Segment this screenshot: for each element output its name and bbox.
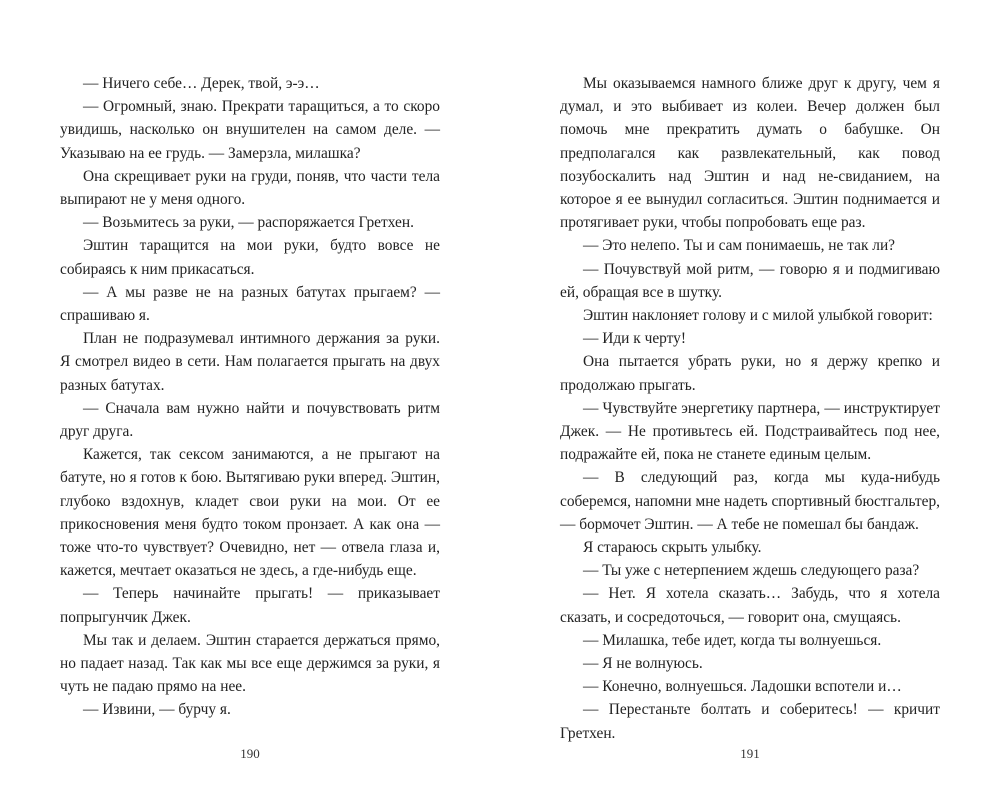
paragraph: — Ты уже с нетерпением ждешь следующего раза?: [583, 562, 920, 580]
paragraph: — Перестаньте болтать и соберитесь! — кричит Гретхен.: [560, 701, 940, 742]
paragraph: Мы оказываемся намного ближе друг к другу, чем я думал, и это выбивает из колеи. Вечер должен был помочь мне прекратить думать о бабушке. Он предполагался как развлекательный, как повод позубоскалить над Эштин и над не-свиданием, на которое я ее вынудил согласиться. Эштин поднимается и протягивает руки, чтобы попробовать еще раз.: [560, 75, 940, 232]
paragraph: Я стараюсь скрыть улыбку.: [583, 539, 762, 557]
paragraph: — Почувствуй мой ритм, — говорю я и подмигиваю ей, обращая все в шутку.: [560, 260, 940, 301]
page-number-left: 190: [240, 746, 260, 761]
paragraph: — В следующий раз, когда мы куда-нибудь соберемся, напомни мне надеть спортивный бюстгальтер, — бормочет Эштин. — А тебе не помешал бы бандаж.: [560, 469, 940, 533]
paragraph: — Нет. Я хотела сказать… Забудь, что я хотела сказать, и сосредоточься, — говорит она, смущаясь.: [560, 585, 940, 626]
paragraph: — Я не волнуюсь.: [583, 655, 703, 673]
paragraph: — Огромный, знаю. Прекрати таращиться, а то скоро увидишь, насколько он внушителен на самом деле. — Указываю на ее грудь. — Замерзла, милашка?: [60, 98, 440, 162]
paragraph: План не подразумевал интимного держания за руки. Я смотрел видео в сети. Нам полагается прыгать на двух разных батутах.: [60, 330, 440, 394]
paragraph: — Теперь начинайте прыгать! — приказывает попрыгунчик Джек.: [60, 585, 440, 626]
paragraph: Кажется, так сексом занимаются, а не прыгают на батуте, но я готов к бою. Вытягиваю руки вперед. Эштин, глубоко вздохнув, кладет свои руки на мои. От ее прикосновения меня будто током пронзает. А как она — тоже что-то чувствует? Очевидно, нет — отвела глаза и, кажется, мечтает оказаться не здесь, а где-нибудь еще.: [60, 446, 440, 580]
right-page-text: [560, 72, 940, 745]
paragraph: — Извини, — бурчу я.: [83, 701, 231, 719]
paragraph: — Чувствуйте энергетику партнера, — инструктирует Джек. — Не противьтесь ей. Подстраивайтесь под нее, подражайте ей, пока не станете единым целым.: [560, 399, 940, 464]
paragraph: — Это нелепо. Ты и сам понимаешь, не так ли?: [583, 237, 896, 255]
paragraph: Она скрещивает руки на груди, поняв, что части тела выпирают не у меня одного.: [60, 167, 440, 209]
paragraph: — Иди к черту!: [583, 330, 686, 348]
paragraph: Эштин наклоняет голову и с милой улыбкой говорит:: [583, 307, 933, 325]
paragraph: — Ничего себе… Дерек, твой, э-э…: [83, 75, 320, 92]
paragraph: — Милашка, тебе идет, когда ты волнуешься.: [583, 631, 882, 649]
paragraph: — А мы разве не на разных батутах прыгаем? — спрашиваю я.: [60, 283, 440, 325]
paragraph: Эштин таращится на мои руки, будто вовсе не собираясь к ним прикасаться.: [60, 237, 440, 278]
page-number-right: 191: [740, 746, 760, 761]
paragraph: — Возьмитесь за руки, — распоряжается Гретхен.: [83, 214, 414, 232]
paragraph: Она пытается убрать руки, но я держу крепко и продолжаю прыгать.: [560, 353, 940, 394]
left-page-text: [60, 72, 440, 722]
paragraph: Мы так и делаем. Эштин старается держаться прямо, но падает назад. Так как мы все еще держимся за руки, я чуть не падаю прямо на нее.: [60, 631, 440, 696]
paragraph: — Конечно, волнуешься. Ладошки вспотели и…: [583, 678, 902, 696]
paragraph: — Сначала вам нужно найти и почувствовать ритм друг друга.: [60, 399, 440, 441]
